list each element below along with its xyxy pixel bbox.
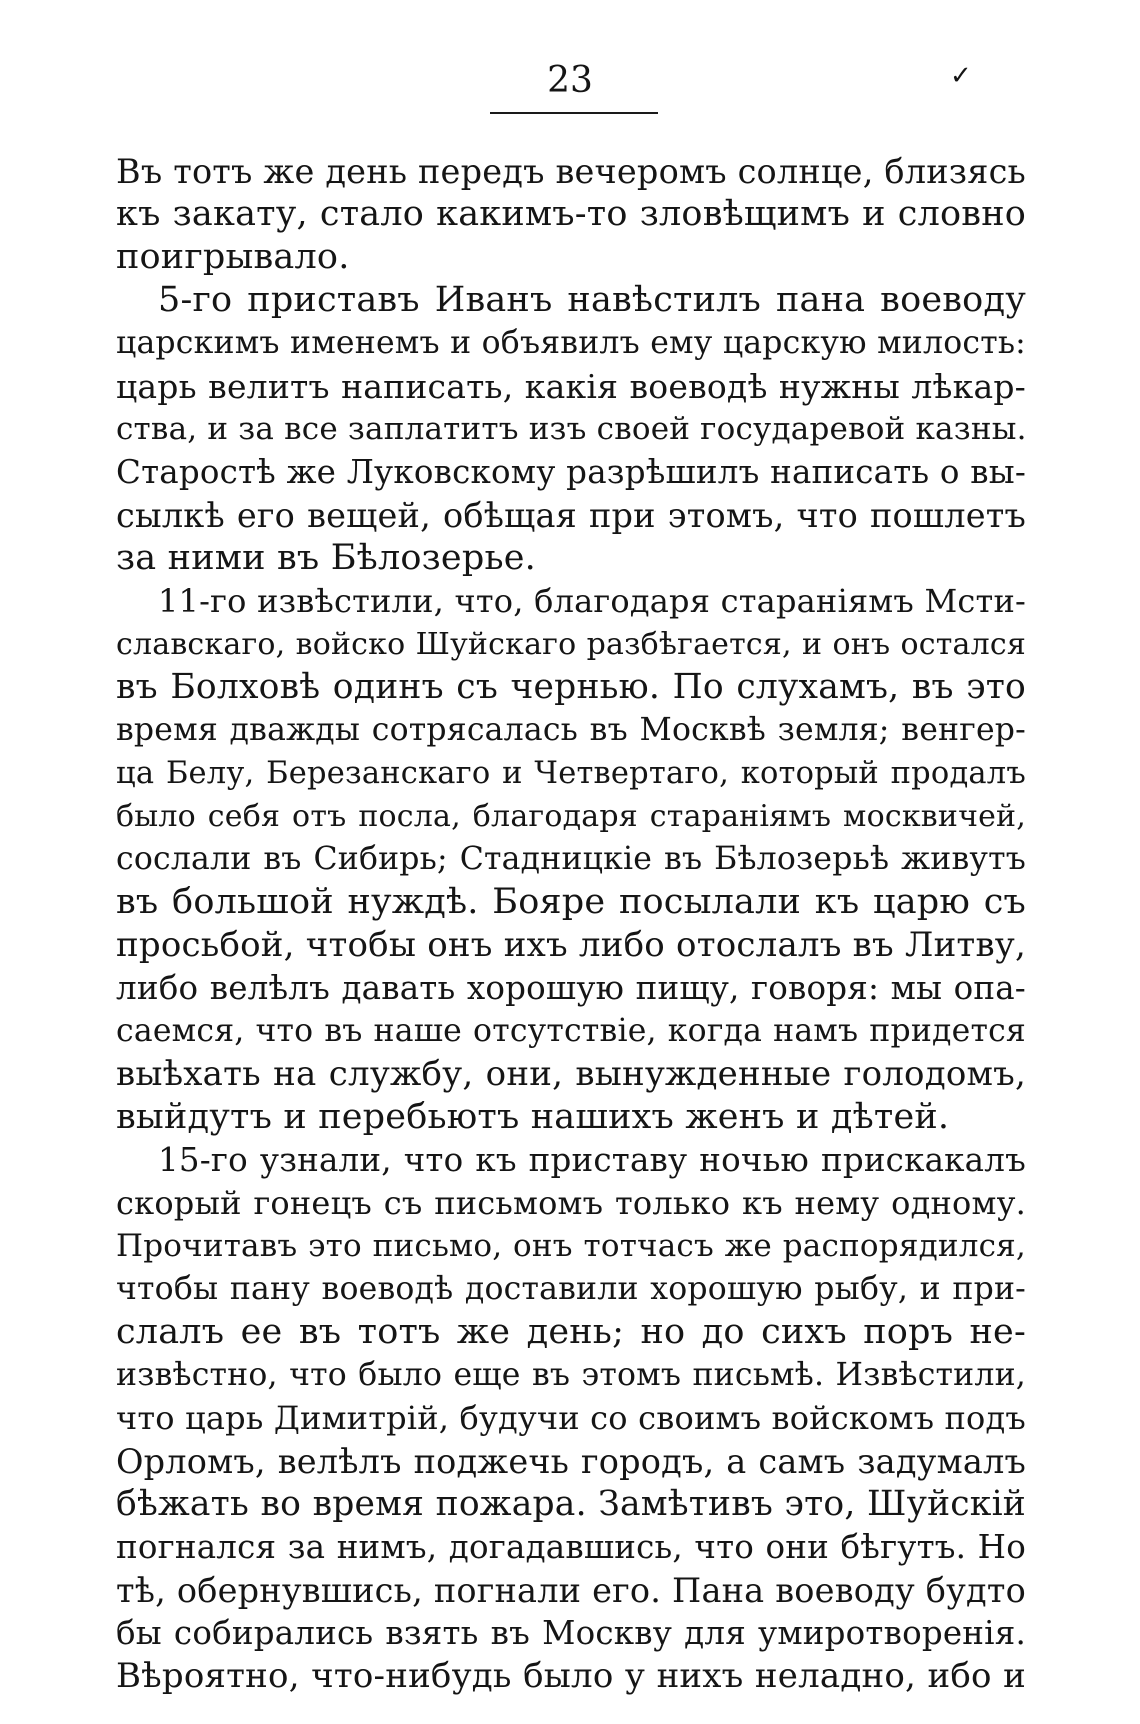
text-line: скорый гонецъ съ письмомъ только къ нему одному. — [116, 1184, 1026, 1222]
header-rule — [490, 112, 658, 114]
text-line: Старостѣ же Луковскому разрѣшилъ написать о вы- — [116, 453, 1026, 491]
text-line: извѣстно, что было еще въ этомъ письмѣ. Извѣстили, — [116, 1357, 1026, 1393]
text-line: просьбой, чтобы онъ ихъ либо отослалъ въ Литву, — [116, 925, 1026, 965]
paragraph — [116, 279, 1026, 580]
text-line: поигрывало. — [116, 237, 350, 277]
margin-mark: ✓ — [950, 61, 972, 91]
text-line: саемся, что въ наше отсутствіе, когда намъ придется — [116, 1013, 1026, 1049]
text-line: царскимъ именемъ и объявилъ ему царскую милость: — [116, 325, 1026, 361]
text-line: бы собирались взять въ Москву для умиротворенія. — [116, 1614, 1026, 1652]
text-line: къ закату, стало какимъ-то зловѣщимъ и словно — [116, 194, 1026, 234]
text-line: въ Болховѣ одинъ съ чернью. По слухамъ, въ это — [116, 667, 1026, 707]
text-line: въ большой нуждѣ. Бояре посылали къ царю съ — [116, 882, 1026, 922]
text-line: выйдутъ и перебьютъ нашихъ женъ и дѣтей. — [116, 1097, 950, 1137]
text-line: 15-го узнали, что къ приставу ночью прискакалъ — [158, 1141, 1026, 1179]
text-line: либо велѣлъ давать хорошую пищу, говоря: мы опа- — [116, 969, 1026, 1007]
text-line: ца Белу, Березанскаго и Четвертаго, который продалъ — [116, 756, 1026, 791]
text-line: сылкѣ его вещей, обѣщая при этомъ, что пошлетъ — [116, 496, 1026, 535]
text-line: Орломъ, велѣлъ поджечь городъ, а самъ задумалъ — [116, 1442, 1026, 1481]
text-line: Вѣроятно, что-нибудь было у нихъ неладно, ибо и — [116, 1656, 1026, 1696]
text-line: 11-го извѣстили, что, благодаря стараніямъ Мсти- — [158, 582, 1026, 620]
text-line: за ними въ Бѣлозерье. — [116, 538, 536, 578]
text-line: было себя отъ посла, благодаря стараніямъ москвичей, — [116, 799, 1026, 834]
paragraph — [116, 150, 1026, 279]
paragraph — [116, 580, 1026, 1139]
text-line: выѣхать на службу, они, вынужденные голодомъ, — [116, 1054, 1026, 1094]
text-line: погнался за нимъ, догадавшись, что они бѣгутъ. Но — [116, 1528, 1026, 1566]
text-line: тѣ, обернувшись, погнали его. Пана воеводу будто — [116, 1571, 1026, 1610]
text-line: Прочитавъ это письмо, онъ тотчасъ же распорядился, — [116, 1228, 1026, 1264]
text-line: время дважды сотрясалась въ Москвѣ земля; венгер- — [116, 712, 1026, 748]
page-number: 23 — [547, 60, 593, 101]
text-line: славскаго, войско Шуйскаго разбѣгается, и онъ остался — [116, 627, 1026, 662]
text-line: сослали въ Сибирь; Стадницкіе въ Бѣлозерьѣ живутъ — [116, 841, 1026, 877]
text-line: ства, и за все заплатитъ изъ своей государевой казны. — [116, 411, 1027, 447]
text-line: Въ тотъ же день передъ вечеромъ солнце, близясь — [116, 152, 1026, 191]
paragraph — [116, 1139, 1026, 1698]
text-line: что царь Димитрій, будучи со своимъ войскомъ подъ — [116, 1399, 1026, 1437]
text-line: бѣжать во время пожара. Замѣтивъ это, Шуйскій — [116, 1484, 1026, 1524]
text-line: чтобы пану воеводѣ доставили хорошую рыбу, и при- — [116, 1271, 1026, 1307]
text-line: царь велитъ написать, какія воеводѣ нужны лѣкар- — [116, 367, 1026, 406]
text-line: слалъ ее въ тотъ же день; но до сихъ поръ не- — [116, 1312, 1026, 1352]
text-line: 5-го приставъ Иванъ навѣстилъ пана воеводу — [158, 280, 1026, 320]
body-text — [116, 150, 1026, 1698]
